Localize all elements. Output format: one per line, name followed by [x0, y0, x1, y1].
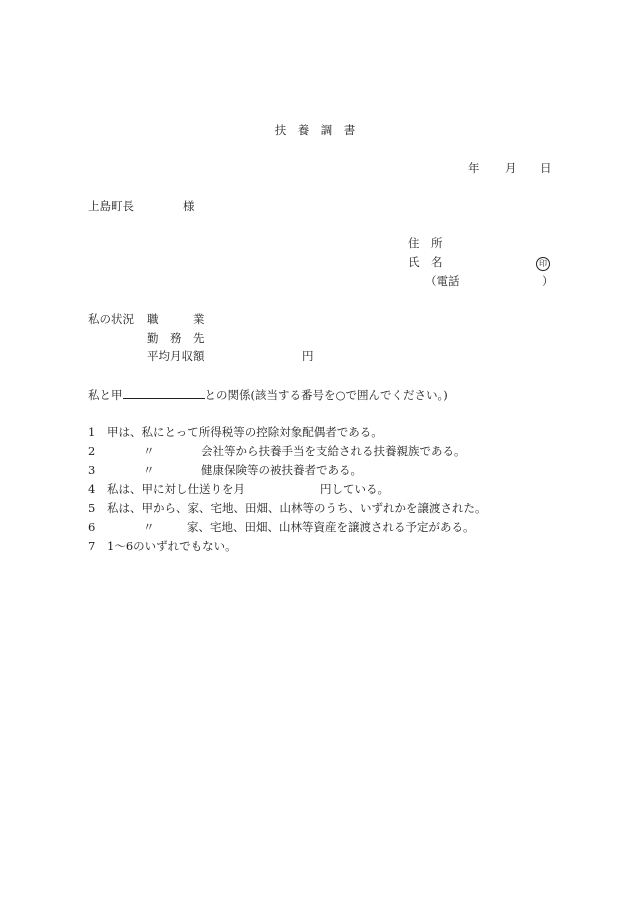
item-4-text: 私は、甲に対し仕送りを月 [107, 482, 245, 496]
date-month-label: 月 [505, 161, 517, 175]
workplace-label: 勤 務 先 [147, 331, 205, 345]
item-1-number: 1 [88, 425, 96, 439]
item-4-number: 4 [88, 482, 96, 496]
item-6-number: 6 [88, 520, 96, 534]
item-3-ditto: 〃 [143, 463, 155, 477]
relation-prefix: 私と甲 [88, 388, 123, 402]
seal-mark [536, 255, 550, 271]
item-6-text: 家、宅地、田畑、山林等資産を譲渡される予定がある。 [187, 520, 475, 534]
phone-open: （電話 [425, 274, 460, 288]
item-6-ditto: 〃 [143, 520, 155, 534]
addressee-name: 上島町長 [88, 199, 134, 213]
item-1-text: 甲は、私にとって所得税等の控除対象配偶者である。 [107, 425, 383, 439]
item-3-number: 3 [88, 463, 96, 477]
item-2-ditto: 〃 [143, 444, 155, 458]
relation-suffix: との関係(該当する番号を○で囲んでください。) [204, 388, 448, 402]
item-5-number: 5 [88, 501, 96, 515]
date-day-label: 日 [540, 161, 552, 175]
address-label: 住 所 [408, 236, 443, 250]
item-2-number: 2 [88, 444, 96, 458]
income-label: 平均月収額 [147, 349, 205, 363]
item-7-text: 1〜6のいずれでもない。 [107, 539, 237, 553]
income-unit: 円 [302, 349, 314, 363]
status-heading: 私の状況 [88, 312, 134, 326]
occupation-label: 職 業 [147, 312, 205, 326]
relation-blank [123, 387, 205, 399]
item-3-text: 健康保険等の被扶養者である。 [201, 463, 362, 477]
relation-line [88, 387, 448, 402]
phone-close: ） [542, 274, 554, 288]
name-label: 氏 名 [408, 255, 443, 269]
item-2-text: 会社等から扶養手当を支給される扶養親族である。 [201, 444, 466, 458]
item-5-text: 私は、甲から、家、宅地、田畑、山林等のうち、いずれかを譲渡された。 [107, 501, 487, 515]
date-year-label: 年 [468, 161, 480, 175]
document-title: 扶 養 調 書 [274, 123, 356, 137]
item-7-number: 7 [88, 539, 96, 553]
item-4-text-end: 円している。 [320, 482, 389, 496]
seal-icon: 印 [536, 257, 550, 271]
addressee-honorific: 様 [183, 199, 195, 213]
